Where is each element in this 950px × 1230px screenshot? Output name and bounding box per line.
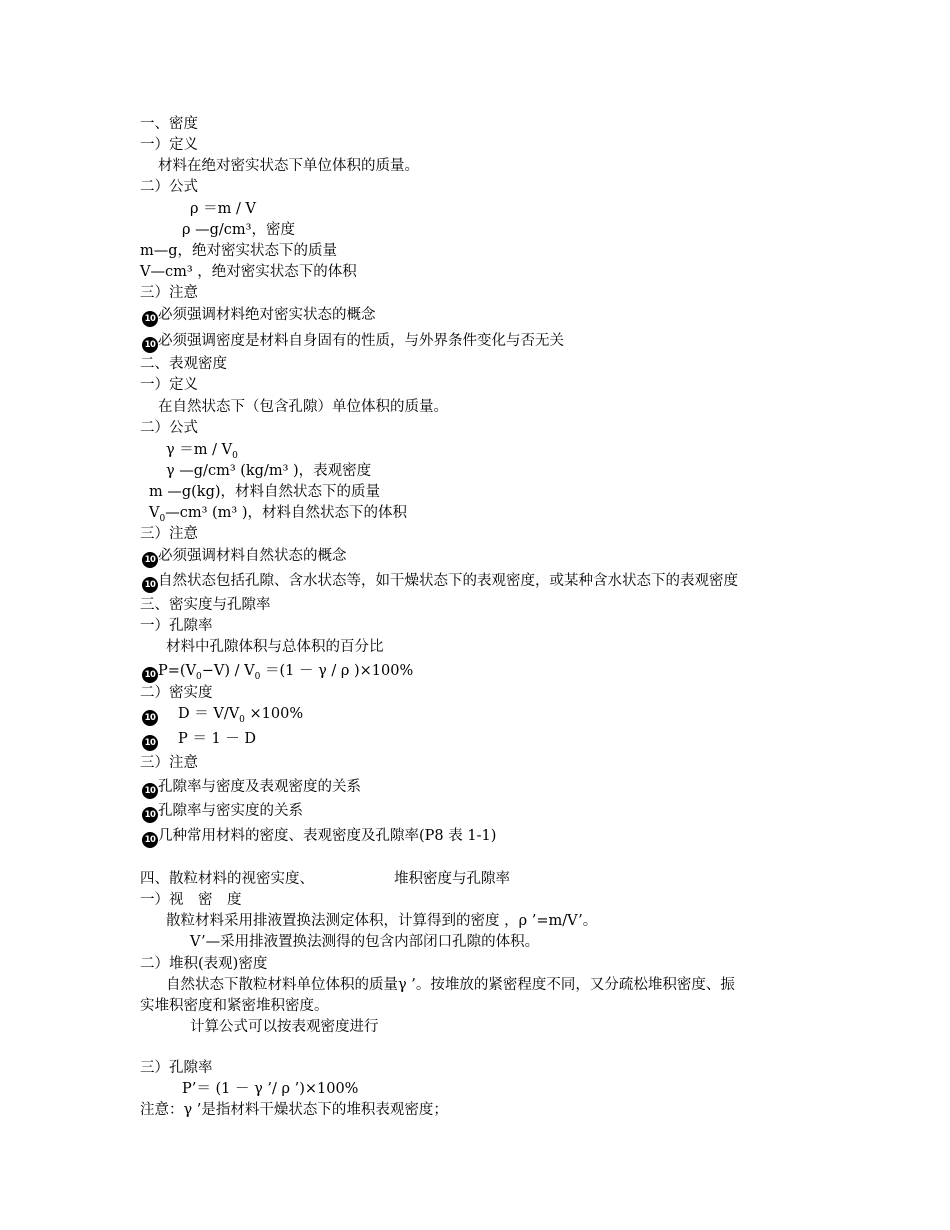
apparent-density-text: 散粒材料采用排液置换法测定体积，计算得到的密度 ，ρ ’=m/V’。	[166, 913, 598, 929]
formula-text: ＝(1 － γ / ρ )×100%	[260, 663, 414, 679]
bullet-icon: 10	[142, 832, 158, 848]
porosity-heading: 一）孔隙率	[140, 618, 213, 634]
mass-definition: m—g，绝对密实状态下的质量	[140, 243, 338, 259]
section-2-note-heading: 三）注意	[140, 526, 198, 542]
note-item	[142, 826, 496, 848]
bullet-icon: 10	[142, 311, 158, 327]
bulk-porosity-heading: 三）孔隙率	[140, 1060, 213, 1076]
section-1-formula-heading: 二）公式	[140, 179, 198, 195]
subscript: 0	[232, 451, 238, 461]
title-part: 堆积密度与孔隙率	[394, 871, 510, 887]
note-item	[142, 305, 376, 327]
section-4-title	[140, 869, 510, 889]
note-text: 孔隙率与密实度的关系	[158, 803, 303, 819]
formula-text: ×100%	[244, 706, 304, 722]
porosity-compactness-formula	[142, 729, 256, 751]
note-item	[142, 801, 303, 823]
note-text: 自然状态包括孔隙、含水状态等，如干燥状态下的表观密度，或某种含水状态下的表观密度	[158, 573, 738, 589]
section-3-title: 三、密实度与孔隙率	[140, 597, 271, 613]
bullet-icon: 10	[142, 807, 158, 823]
section-1-definition-heading: 一）定义	[140, 137, 198, 153]
note-text: 孔隙率与密度及表观密度的关系	[158, 779, 361, 795]
compactness-formula	[142, 704, 303, 730]
note-text: 必须强调材料自然状态的概念	[158, 548, 347, 564]
section-1-title: 一、密度	[140, 116, 198, 132]
subscript: 0	[159, 514, 166, 524]
bullet-icon: 10	[142, 577, 158, 593]
bulk-calc-note: 计算公式可以按表观密度进行	[190, 1019, 379, 1035]
bullet-icon: 10	[142, 337, 158, 353]
bullet-icon: 10	[142, 735, 158, 751]
section-2-formula-heading: 二）公式	[140, 420, 198, 436]
note-text: 必须强调密度是材料自身固有的性质，与外界条件变化与否无关	[158, 333, 564, 349]
formula-text: —cm³ (m³ )，材料自然状态下的体积	[165, 505, 407, 521]
bullet-icon: 10	[142, 552, 158, 568]
title-part: 四、散粒材料的视密实度、	[140, 871, 314, 887]
formula-text: V	[149, 505, 160, 521]
section-1-definition-text: 材料在绝对密实状态下单位体积的质量。	[158, 158, 419, 174]
compactness-heading: 二）密实度	[140, 685, 213, 701]
porosity-text: 材料中孔隙体积与总体积的百分比	[166, 639, 384, 655]
formula-text: D ＝ V/V	[178, 706, 240, 722]
bulk-note: 注意：γ ’是指材料干燥状态下的堆积表观密度；	[140, 1102, 448, 1118]
apparent-density-heading: 一）视 密 度	[140, 892, 242, 908]
formula-text: P ＝ 1 － D	[178, 731, 257, 747]
section-1-note-heading: 三）注意	[140, 285, 198, 301]
formula-text: P=(V	[158, 663, 197, 679]
formula-text: γ ＝m / V	[166, 442, 233, 458]
bulk-density-text-cont: 实堆积密度和紧密堆积密度。	[140, 998, 329, 1014]
note-text: 必须强调材料绝对密实状态的概念	[158, 307, 376, 323]
apparent-volume-definition: V’—采用排液置换法测得的包含内部闭口孔隙的体积。	[190, 934, 540, 950]
note-item	[142, 571, 738, 593]
bulk-porosity-formula: P’＝ (1 － γ ’/ ρ ’)×100%	[182, 1081, 359, 1097]
bulk-density-text: 自然状态下散粒材料单位体积的质量γ ’。按堆放的紧密程度不同，又分疏松堆积密度、振	[166, 977, 735, 993]
note-item	[142, 777, 361, 799]
bullet-icon: 10	[142, 710, 158, 726]
volume-definition: V—cm³ ，绝对密实状态下的体积	[140, 264, 357, 280]
mass-definition: m —g(kg)，材料自然状态下的质量	[149, 484, 381, 500]
bullet-icon: 10	[142, 783, 158, 799]
rho-definition: ρ —g/cm³，密度	[182, 222, 295, 238]
section-2-definition-heading: 一）定义	[140, 377, 198, 393]
bulk-density-heading: 二）堆积(表观)密度	[140, 956, 268, 972]
gamma-definition: γ —g/cm³ (kg/m³ )，表观密度	[166, 463, 372, 479]
subscript: 0	[196, 672, 202, 682]
density-formula: ρ ＝m / V	[190, 201, 256, 217]
subscript: 0	[239, 715, 245, 725]
section-2-title: 二、表观密度	[140, 356, 227, 372]
note-text: 几种常用材料的密度、表观密度及孔隙率(P8 表 1-1)	[158, 828, 497, 844]
note-item	[142, 546, 347, 568]
formula-text: −V) / V	[201, 663, 255, 679]
section-2-definition-text: 在自然状态下（包含孔隙）单位体积的质量。	[158, 399, 448, 415]
bullet-icon: 10	[142, 667, 158, 683]
subscript: 0	[254, 672, 261, 682]
note-item	[142, 331, 564, 353]
section-3-note-heading: 三）注意	[140, 755, 198, 771]
